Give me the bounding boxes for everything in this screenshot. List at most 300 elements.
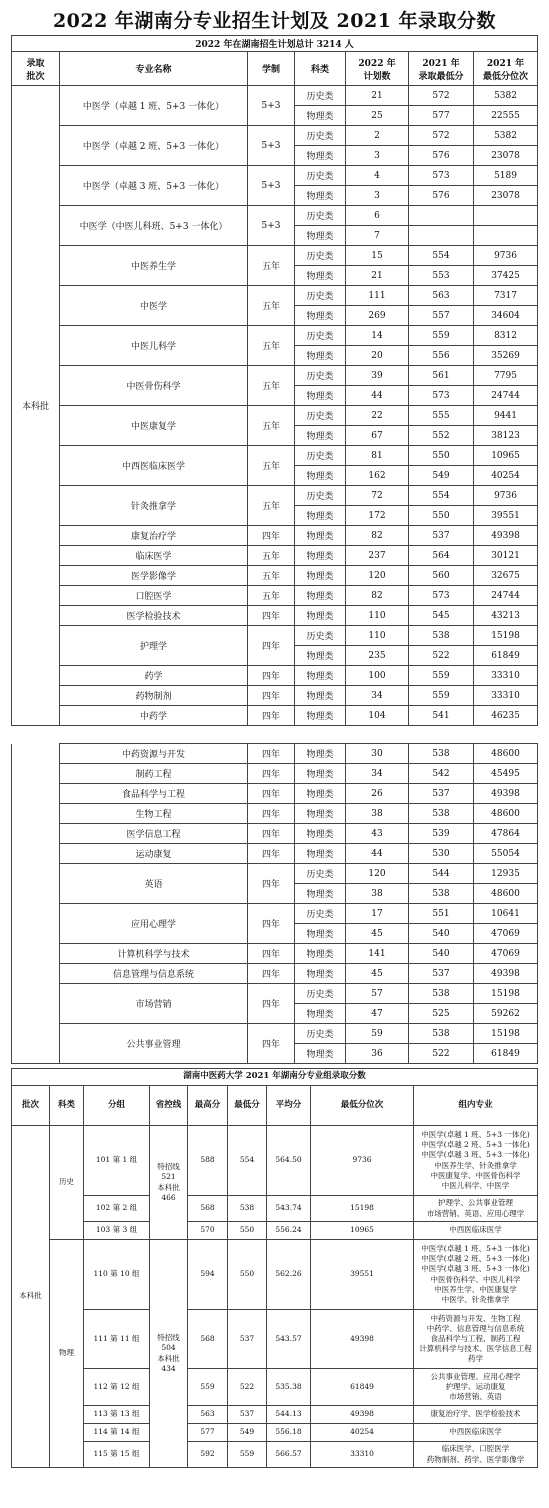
subject-type: 物理类 bbox=[295, 606, 346, 626]
study-years: 五年 bbox=[248, 326, 295, 366]
min-score: 556 bbox=[409, 346, 474, 366]
min-rank: 15198 bbox=[474, 626, 538, 646]
plan-count: 82 bbox=[346, 526, 409, 546]
table-row bbox=[12, 844, 538, 864]
min-rank: 48600 bbox=[474, 744, 538, 764]
min-rank: 5382 bbox=[474, 126, 538, 146]
subject-type: 物理类 bbox=[295, 586, 346, 606]
min-score: 549 bbox=[228, 1424, 267, 1442]
table-row bbox=[12, 764, 538, 784]
min-score: 559 bbox=[409, 326, 474, 346]
min-rank: 24744 bbox=[474, 386, 538, 406]
min-rank: 9441 bbox=[474, 406, 538, 426]
major-name: 制药工程 bbox=[60, 764, 248, 784]
subject-type: 物理类 bbox=[295, 146, 346, 166]
min-rank: 34604 bbox=[474, 306, 538, 326]
subject-type: 历史类 bbox=[295, 206, 346, 226]
plan-count: 20 bbox=[346, 346, 409, 366]
table-row bbox=[12, 86, 538, 106]
plan-count: 30 bbox=[346, 744, 409, 764]
header-years: 学制 bbox=[248, 52, 295, 86]
min-score: 540 bbox=[409, 924, 474, 944]
min-score: 538 bbox=[409, 1024, 474, 1044]
subject-type: 物理类 bbox=[295, 306, 346, 326]
group-name: 115 第 15 组 bbox=[84, 1442, 150, 1468]
min-score: 563 bbox=[409, 286, 474, 306]
group-major-item: 中医康复学、中医骨伤科学 bbox=[430, 1170, 521, 1180]
subject-type: 物理类 bbox=[295, 466, 346, 486]
group-row bbox=[12, 1310, 538, 1369]
min-score: 576 bbox=[409, 186, 474, 206]
plan-count: 6 bbox=[346, 206, 409, 226]
min-rank: 33310 bbox=[474, 686, 538, 706]
max-score: 592 bbox=[188, 1442, 228, 1468]
study-years: 五年 bbox=[248, 586, 295, 606]
min-score: 538 bbox=[409, 884, 474, 904]
group-majors bbox=[414, 1406, 538, 1424]
min-rank: 5189 bbox=[474, 166, 538, 186]
plan-count: 44 bbox=[346, 386, 409, 406]
subject-type: 物理类 bbox=[295, 266, 346, 286]
max-score: 570 bbox=[188, 1222, 228, 1240]
plan-count: 72 bbox=[346, 486, 409, 506]
subject-type: 历史类 bbox=[295, 904, 346, 924]
min-score: 552 bbox=[409, 426, 474, 446]
min-score: 572 bbox=[409, 126, 474, 146]
table-row bbox=[12, 286, 538, 306]
group-major-item: 中医学(卓越 3 班、5+3 一体化) bbox=[421, 1150, 530, 1160]
subject-type: 物理类 bbox=[295, 824, 346, 844]
table-row bbox=[12, 824, 538, 844]
plan-count: 34 bbox=[346, 764, 409, 784]
max-score: 568 bbox=[188, 1310, 228, 1369]
avg-score: 543.74 bbox=[267, 1196, 311, 1222]
min-rank: 49398 bbox=[311, 1310, 414, 1369]
min-rank: 47069 bbox=[474, 924, 538, 944]
subject-type: 历史类 bbox=[295, 86, 346, 106]
subject-type: 物理类 bbox=[295, 506, 346, 526]
subject-type: 物理类 bbox=[295, 764, 346, 784]
subject-type: 历史类 bbox=[295, 326, 346, 346]
study-years: 五年 bbox=[248, 366, 295, 406]
min-rank: 7795 bbox=[474, 366, 538, 386]
g-header-majors: 组内专业 bbox=[414, 1086, 538, 1126]
table-row bbox=[12, 526, 538, 546]
plan-count: 110 bbox=[346, 626, 409, 646]
subject-type: 物理类 bbox=[295, 944, 346, 964]
subject-type: 历史类 bbox=[295, 626, 346, 646]
subject-type: 历史类 bbox=[295, 984, 346, 1004]
min-rank: 38123 bbox=[474, 426, 538, 446]
min-score bbox=[409, 206, 474, 226]
major-name: 药学 bbox=[60, 666, 248, 686]
avg-score: 543.57 bbox=[267, 1310, 311, 1369]
group-name: 103 第 3 组 bbox=[84, 1222, 150, 1240]
group-row bbox=[12, 1126, 538, 1196]
min-score: 555 bbox=[409, 406, 474, 426]
table-row bbox=[12, 586, 538, 606]
plan-count: 25 bbox=[346, 106, 409, 126]
min-score: 554 bbox=[228, 1126, 267, 1196]
min-score: 538 bbox=[409, 626, 474, 646]
min-rank: 47864 bbox=[474, 824, 538, 844]
group-majors bbox=[414, 1442, 538, 1468]
max-score: 563 bbox=[188, 1406, 228, 1424]
study-years: 5+3 bbox=[248, 206, 295, 246]
major-name: 中医学（卓越 2 班、5+3 一体化） bbox=[60, 126, 248, 166]
table-row bbox=[12, 206, 538, 226]
min-score: 573 bbox=[409, 386, 474, 406]
max-score: 594 bbox=[188, 1240, 228, 1310]
min-score: 553 bbox=[409, 266, 474, 286]
min-rank bbox=[474, 226, 538, 246]
group-row bbox=[12, 1196, 538, 1222]
plan-count: 39 bbox=[346, 366, 409, 386]
plan-table-continued bbox=[11, 743, 538, 1064]
min-score: 544 bbox=[409, 864, 474, 884]
group-major-item: 中医学(卓越 2 班、5+3 一体化) bbox=[421, 1254, 530, 1264]
major-name: 信息管理与信息系统 bbox=[60, 964, 248, 984]
g-header-min: 最低分 bbox=[228, 1086, 267, 1126]
group-row bbox=[12, 1442, 538, 1468]
plan-count: 3 bbox=[346, 186, 409, 206]
group-major-item: 中医学(卓越 2 班、5+3 一体化) bbox=[421, 1140, 530, 1150]
header-minrank: 2021 年 最低分位次 bbox=[474, 52, 538, 86]
plan-count: 22 bbox=[346, 406, 409, 426]
plan-count: 38 bbox=[346, 804, 409, 824]
min-score: 557 bbox=[409, 306, 474, 326]
plan-count: 100 bbox=[346, 666, 409, 686]
major-name: 医学信息工程 bbox=[60, 824, 248, 844]
table-row bbox=[12, 446, 538, 466]
group-major-item: 中医儿科学、中医学 bbox=[441, 1180, 510, 1190]
min-rank: 47069 bbox=[474, 944, 538, 964]
group-major-item: 药物制剂、药学、医学影像学 bbox=[426, 1454, 525, 1464]
min-rank: 22555 bbox=[474, 106, 538, 126]
header-batch: 录取 批次 bbox=[12, 52, 60, 86]
plan-count: 45 bbox=[346, 964, 409, 984]
min-score: 537 bbox=[409, 784, 474, 804]
group-major-item: 中医学、针灸推拿学 bbox=[441, 1294, 510, 1304]
min-score: 541 bbox=[409, 706, 474, 726]
min-rank: 61849 bbox=[474, 646, 538, 666]
plan-count: 4 bbox=[346, 166, 409, 186]
max-score: 559 bbox=[188, 1369, 228, 1406]
min-rank: 49398 bbox=[474, 964, 538, 984]
plan-count: 120 bbox=[346, 864, 409, 884]
document-title: 2022 年湖南分专业招生计划及 2021 年录取分数 bbox=[52, 10, 497, 32]
group-majors bbox=[414, 1222, 538, 1240]
g-header-rank: 最低分位次 bbox=[311, 1086, 414, 1126]
min-rank: 48600 bbox=[474, 884, 538, 904]
plan-count: 237 bbox=[346, 546, 409, 566]
min-score: 573 bbox=[409, 166, 474, 186]
plan-count: 45 bbox=[346, 924, 409, 944]
major-name: 中医骨伤科学 bbox=[60, 366, 248, 406]
major-name: 公共事业管理 bbox=[60, 1024, 248, 1064]
plan-count: 47 bbox=[346, 1004, 409, 1024]
major-name: 中药学 bbox=[60, 706, 248, 726]
major-name: 医学影像学 bbox=[60, 566, 248, 586]
subject-type: 物理类 bbox=[295, 526, 346, 546]
group-major-item: 中医养生学、中医康复学 bbox=[434, 1284, 517, 1294]
control-line-item: 特招线 bbox=[157, 1333, 180, 1343]
g-header-control: 省控线 bbox=[150, 1086, 188, 1126]
min-rank: 46235 bbox=[474, 706, 538, 726]
group-majors bbox=[414, 1126, 538, 1196]
control-line-item: 466 bbox=[161, 1192, 176, 1202]
min-score: 537 bbox=[409, 964, 474, 984]
min-rank: 15198 bbox=[474, 1024, 538, 1044]
group-score-table bbox=[11, 1068, 538, 1468]
min-rank: 5382 bbox=[474, 86, 538, 106]
min-score: 576 bbox=[409, 146, 474, 166]
subject-type: 物理类 bbox=[295, 924, 346, 944]
plan-count: 21 bbox=[346, 266, 409, 286]
major-name: 临床医学 bbox=[60, 546, 248, 566]
table-row bbox=[12, 984, 538, 1004]
min-score: 551 bbox=[409, 904, 474, 924]
g-header-group: 分组 bbox=[84, 1086, 150, 1126]
plan-count: 2 bbox=[346, 126, 409, 146]
min-rank: 33310 bbox=[474, 666, 538, 686]
subject-type: 物理类 bbox=[295, 186, 346, 206]
plan-count: 44 bbox=[346, 844, 409, 864]
major-name: 市场营销 bbox=[60, 984, 248, 1024]
group-majors bbox=[414, 1310, 538, 1369]
subject-type: 历史类 bbox=[295, 166, 346, 186]
group-row bbox=[12, 1222, 538, 1240]
subject-type: 物理类 bbox=[295, 346, 346, 366]
min-score: 572 bbox=[409, 86, 474, 106]
study-years: 四年 bbox=[248, 666, 295, 686]
table-row bbox=[12, 666, 538, 686]
table-row bbox=[12, 784, 538, 804]
header-major: 专业名称 bbox=[60, 52, 248, 86]
group-major-item: 计算机科学与技术、医学信息工程 bbox=[419, 1344, 532, 1354]
control-line-item: 特招线 bbox=[157, 1162, 180, 1172]
study-years: 四年 bbox=[248, 964, 295, 984]
control-line-item: 本科批 bbox=[157, 1353, 180, 1363]
subject-type: 物理类 bbox=[295, 106, 346, 126]
plan-count: 172 bbox=[346, 506, 409, 526]
max-score: 577 bbox=[188, 1424, 228, 1442]
min-rank: 7317 bbox=[474, 286, 538, 306]
group-major-item: 临床医学、口腔医学 bbox=[441, 1444, 510, 1454]
study-years: 四年 bbox=[248, 864, 295, 904]
min-score: 537 bbox=[228, 1310, 267, 1369]
table-row bbox=[12, 326, 538, 346]
plan-count: 162 bbox=[346, 466, 409, 486]
min-rank: 49398 bbox=[311, 1406, 414, 1424]
group-major-item: 中西医临床医学 bbox=[449, 1225, 502, 1235]
subject-type: 历史类 bbox=[295, 446, 346, 466]
min-score: 542 bbox=[409, 764, 474, 784]
min-rank: 15198 bbox=[474, 984, 538, 1004]
subject-type: 历史类 bbox=[295, 486, 346, 506]
study-years: 四年 bbox=[248, 744, 295, 764]
table-row bbox=[12, 804, 538, 824]
subject-type: 物理类 bbox=[295, 686, 346, 706]
study-years: 四年 bbox=[248, 944, 295, 964]
min-score: 550 bbox=[409, 506, 474, 526]
min-score: 554 bbox=[409, 246, 474, 266]
avg-score: 564.50 bbox=[267, 1126, 311, 1196]
plan-count: 34 bbox=[346, 686, 409, 706]
table-row bbox=[12, 366, 538, 386]
major-name: 针灸推拿学 bbox=[60, 486, 248, 526]
subject-type: 历史类 bbox=[295, 864, 346, 884]
min-score: 538 bbox=[409, 984, 474, 1004]
group-major-item: 中医学(卓越 3 班、5+3 一体化) bbox=[421, 1264, 530, 1274]
min-score: 522 bbox=[409, 646, 474, 666]
group-row bbox=[12, 1369, 538, 1406]
control-line-item: 434 bbox=[161, 1363, 176, 1373]
batch-cell bbox=[12, 744, 60, 1064]
table-row bbox=[12, 606, 538, 626]
plan-count: 81 bbox=[346, 446, 409, 466]
study-years: 5+3 bbox=[248, 86, 295, 126]
min-rank: 10641 bbox=[474, 904, 538, 924]
min-rank: 8312 bbox=[474, 326, 538, 346]
table-row bbox=[12, 686, 538, 706]
avg-score: 556.18 bbox=[267, 1424, 311, 1442]
study-years: 五年 bbox=[248, 446, 295, 486]
plan-count: 26 bbox=[346, 784, 409, 804]
table-row bbox=[12, 486, 538, 506]
major-name: 护理学 bbox=[60, 626, 248, 666]
group-major-item: 中药资源与开发、生物工程 bbox=[430, 1313, 521, 1323]
subject-type: 物理类 bbox=[295, 386, 346, 406]
study-years: 五年 bbox=[248, 286, 295, 326]
min-rank: 37425 bbox=[474, 266, 538, 286]
major-name: 中医康复学 bbox=[60, 406, 248, 446]
group-caption: 湖南中医药大学 2021 年湖南分专业组录取分数 bbox=[12, 1069, 538, 1086]
group-name: 111 第 11 组 bbox=[84, 1310, 150, 1369]
group-row bbox=[12, 1406, 538, 1424]
plan-caption: 2022 年在湖南招生计划总计 3214 人 bbox=[12, 36, 538, 52]
group-majors bbox=[414, 1240, 538, 1310]
min-score: 540 bbox=[409, 944, 474, 964]
major-name: 中医儿科学 bbox=[60, 326, 248, 366]
subject-type: 物理类 bbox=[295, 646, 346, 666]
major-name: 计算机科学与技术 bbox=[60, 944, 248, 964]
g-header-subject: 科类 bbox=[50, 1086, 84, 1126]
min-rank: 30121 bbox=[474, 546, 538, 566]
g-header-avg: 平均分 bbox=[267, 1086, 311, 1126]
study-years: 四年 bbox=[248, 526, 295, 546]
major-name: 应用心理学 bbox=[60, 904, 248, 944]
major-name: 中医学（卓越 1 班、5+3 一体化） bbox=[60, 86, 248, 126]
plan-count: 111 bbox=[346, 286, 409, 306]
plan-count: 3 bbox=[346, 146, 409, 166]
table-row bbox=[12, 406, 538, 426]
subject-type: 物理类 bbox=[295, 666, 346, 686]
group-major-item: 食品科学与工程、制药工程 bbox=[430, 1333, 521, 1343]
min-score: 560 bbox=[409, 566, 474, 586]
major-name: 医学检验技术 bbox=[60, 606, 248, 626]
subject-type: 物理类 bbox=[295, 964, 346, 984]
min-rank: 15198 bbox=[311, 1196, 414, 1222]
study-years: 四年 bbox=[248, 706, 295, 726]
min-score: 559 bbox=[409, 686, 474, 706]
table-row bbox=[12, 566, 538, 586]
min-rank: 9736 bbox=[474, 486, 538, 506]
study-years: 五年 bbox=[248, 246, 295, 286]
g-header-batch: 批次 bbox=[12, 1086, 50, 1126]
plan-count: 36 bbox=[346, 1044, 409, 1064]
subject-type: 历史类 bbox=[295, 126, 346, 146]
header-subject: 科类 bbox=[295, 52, 346, 86]
study-years: 四年 bbox=[248, 764, 295, 784]
min-score: 559 bbox=[409, 666, 474, 686]
min-rank: 32675 bbox=[474, 566, 538, 586]
min-rank: 12935 bbox=[474, 864, 538, 884]
avg-score: 556.24 bbox=[267, 1222, 311, 1240]
min-rank: 40254 bbox=[474, 466, 538, 486]
header-minscore: 2021 年 录取最低分 bbox=[409, 52, 474, 86]
group-major-item: 市场营销、英语、应用心理学 bbox=[426, 1208, 525, 1218]
major-name: 药物制剂 bbox=[60, 686, 248, 706]
table-row bbox=[12, 864, 538, 884]
group-major-item: 护理学、公共事业管理 bbox=[438, 1198, 514, 1208]
subject-type: 物理类 bbox=[295, 844, 346, 864]
min-rank: 23078 bbox=[474, 146, 538, 166]
min-rank: 9736 bbox=[311, 1126, 414, 1196]
major-name: 口腔医学 bbox=[60, 586, 248, 606]
min-rank: 40254 bbox=[311, 1424, 414, 1442]
major-name: 中医学（卓越 3 班、5+3 一体化） bbox=[60, 166, 248, 206]
avg-score: 544.13 bbox=[267, 1406, 311, 1424]
subject-type: 历史类 bbox=[295, 406, 346, 426]
min-score: 538 bbox=[409, 744, 474, 764]
subject-type: 物理类 bbox=[295, 784, 346, 804]
control-line-item: 本科批 bbox=[157, 1182, 180, 1192]
min-rank: 55054 bbox=[474, 844, 538, 864]
study-years: 四年 bbox=[248, 686, 295, 706]
min-rank: 10965 bbox=[311, 1222, 414, 1240]
min-score: 550 bbox=[228, 1222, 267, 1240]
table-row bbox=[12, 904, 538, 924]
group-majors bbox=[414, 1196, 538, 1222]
min-rank bbox=[474, 206, 538, 226]
min-score: 539 bbox=[409, 824, 474, 844]
subject-type: 历史类 bbox=[295, 1024, 346, 1044]
min-rank: 9736 bbox=[474, 246, 538, 266]
group-name: 102 第 2 组 bbox=[84, 1196, 150, 1222]
min-score: 545 bbox=[409, 606, 474, 626]
plan-count: 141 bbox=[346, 944, 409, 964]
table-row bbox=[12, 1024, 538, 1044]
group-row bbox=[12, 1240, 538, 1310]
control-line-item: 504 bbox=[161, 1343, 176, 1353]
plan-count: 104 bbox=[346, 706, 409, 726]
major-name: 运动康复 bbox=[60, 844, 248, 864]
study-years: 5+3 bbox=[248, 166, 295, 206]
min-score: 559 bbox=[228, 1442, 267, 1468]
major-name: 中药资源与开发 bbox=[60, 744, 248, 764]
subject-type: 物理类 bbox=[295, 744, 346, 764]
study-years: 四年 bbox=[248, 626, 295, 666]
g-header-max: 最高分 bbox=[188, 1086, 228, 1126]
group-name: 110 第 10 组 bbox=[84, 1240, 150, 1310]
min-score: 550 bbox=[228, 1240, 267, 1310]
group-majors bbox=[414, 1424, 538, 1442]
group-name: 112 第 12 组 bbox=[84, 1369, 150, 1406]
group-row bbox=[12, 1424, 538, 1442]
study-years: 五年 bbox=[248, 486, 295, 526]
subject-type: 物理类 bbox=[295, 1044, 346, 1064]
